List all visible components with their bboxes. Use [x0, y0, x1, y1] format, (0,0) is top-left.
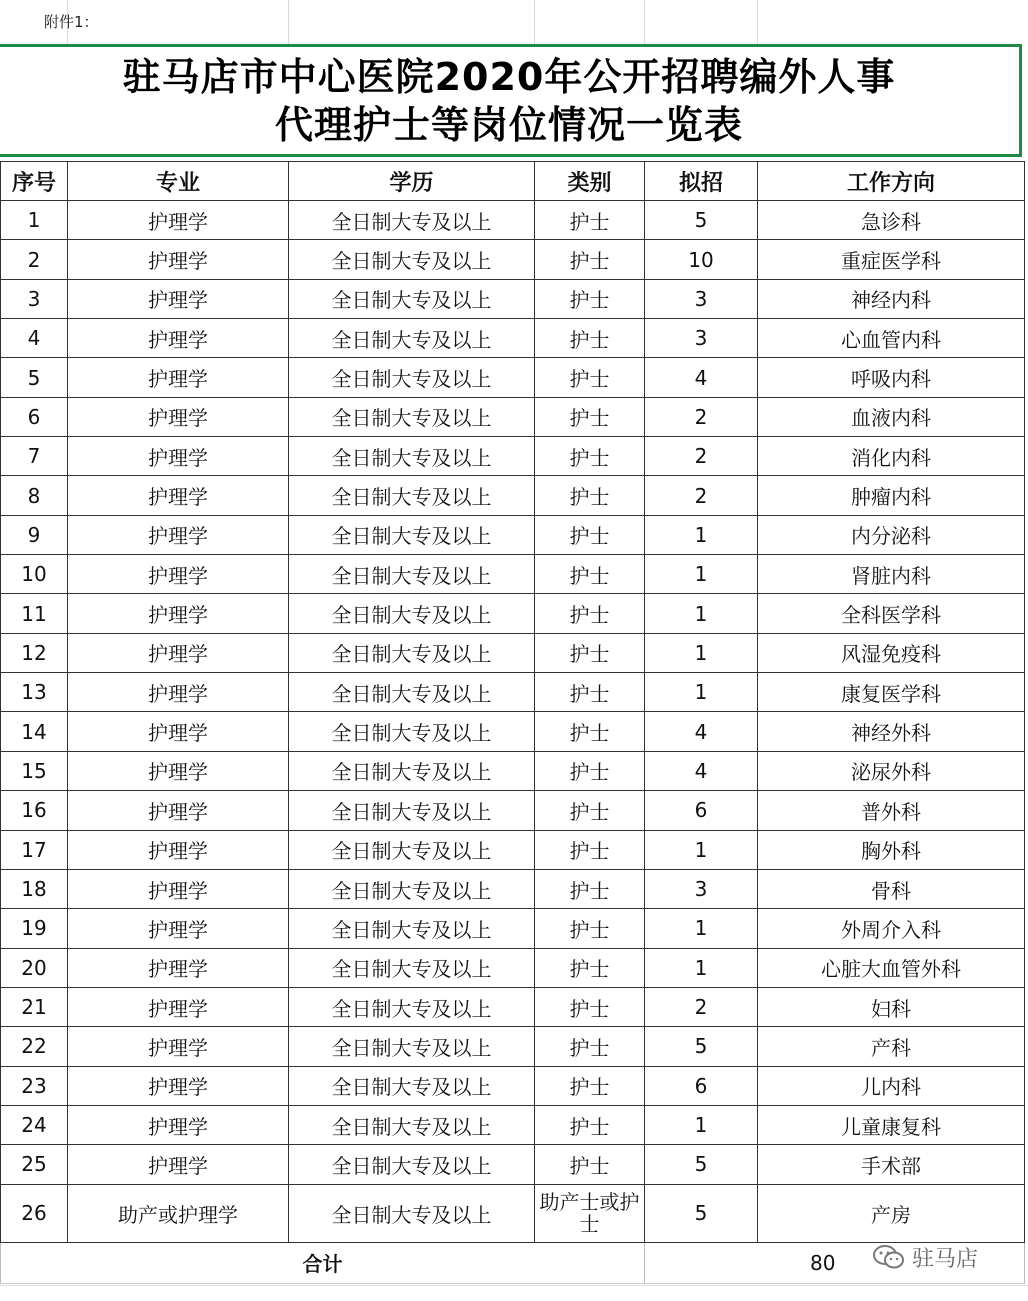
table-row [1, 319, 1025, 358]
row-major: 护理学 [68, 240, 289, 279]
row-quota: 4 [645, 712, 758, 751]
row-quota: 5 [645, 1184, 758, 1242]
row-index: 11 [1, 594, 68, 633]
row-quota: 5 [645, 1145, 758, 1184]
row-index: 26 [1, 1184, 68, 1242]
header-major: 专业 [68, 162, 289, 201]
row-category: 护士 [535, 751, 645, 790]
row-index: 24 [1, 1105, 68, 1144]
table-row [1, 633, 1025, 672]
row-index: 17 [1, 830, 68, 869]
table-row [1, 1066, 1025, 1105]
row-category: 护士 [535, 791, 645, 830]
row-education: 全日制大专及以上 [289, 830, 535, 869]
row-education: 全日制大专及以上 [289, 673, 535, 712]
row-department: 儿内科 [758, 1066, 1025, 1105]
row-education: 全日制大专及以上 [289, 1184, 535, 1242]
row-category: 护士 [535, 476, 645, 515]
row-major: 护理学 [68, 437, 289, 476]
row-index: 8 [1, 476, 68, 515]
row-category: 护士 [535, 555, 645, 594]
row-department: 产科 [758, 1027, 1025, 1066]
row-major: 护理学 [68, 987, 289, 1026]
watermark [872, 1240, 978, 1274]
row-education: 全日制大专及以上 [289, 319, 535, 358]
row-category: 护士 [535, 515, 645, 554]
row-quota: 3 [645, 319, 758, 358]
row-category: 护士 [535, 633, 645, 672]
row-quota: 1 [645, 515, 758, 554]
row-quota: 4 [645, 751, 758, 790]
row-category: 护士 [535, 869, 645, 908]
row-major: 护理学 [68, 673, 289, 712]
row-major: 护理学 [68, 1105, 289, 1144]
title-line-1: 驻马店市中心医院2020年公开招聘编外人事 [122, 54, 896, 99]
row-category: 护士 [535, 987, 645, 1026]
row-education: 全日制大专及以上 [289, 1027, 535, 1066]
attachment-label: 附件1： [44, 13, 99, 31]
table-row [1, 437, 1025, 476]
title-box [0, 44, 1022, 157]
row-index: 19 [1, 909, 68, 948]
header-education: 学历 [289, 162, 535, 201]
row-education: 全日制大专及以上 [289, 987, 535, 1026]
row-major: 护理学 [68, 791, 289, 830]
total-label: 合计 [1, 1242, 645, 1283]
table-row [1, 279, 1025, 318]
row-education: 全日制大专及以上 [289, 869, 535, 908]
row-education: 全日制大专及以上 [289, 358, 535, 397]
row-department: 手术部 [758, 1145, 1025, 1184]
row-education: 全日制大专及以上 [289, 1066, 535, 1105]
total-row [1, 1242, 1025, 1283]
row-index: 6 [1, 397, 68, 436]
row-education: 全日制大专及以上 [289, 751, 535, 790]
table-row [1, 673, 1025, 712]
header-department: 工作方向 [758, 162, 1025, 201]
row-education: 全日制大专及以上 [289, 279, 535, 318]
row-education: 全日制大专及以上 [289, 594, 535, 633]
row-category: 护士 [535, 1066, 645, 1105]
table-row [1, 1184, 1025, 1242]
row-category: 护士 [535, 673, 645, 712]
header-index: 序号 [1, 162, 68, 201]
row-education: 全日制大专及以上 [289, 201, 535, 240]
table-row [1, 594, 1025, 633]
row-department: 重症医学科 [758, 240, 1025, 279]
recruitment-table [0, 161, 1025, 1284]
table-row [1, 830, 1025, 869]
row-quota: 6 [645, 1066, 758, 1105]
header-row [1, 162, 1025, 201]
table-row [1, 515, 1025, 554]
row-major: 护理学 [68, 279, 289, 318]
table-row [1, 869, 1025, 908]
header-category: 类别 [535, 162, 645, 201]
row-category: 护士 [535, 1145, 645, 1184]
sheet-gridline [0, 1285, 1028, 1286]
row-department: 儿童康复科 [758, 1105, 1025, 1144]
row-quota: 1 [645, 633, 758, 672]
row-major: 护理学 [68, 751, 289, 790]
table-row [1, 1027, 1025, 1066]
row-category: 护士 [535, 830, 645, 869]
row-education: 全日制大专及以上 [289, 712, 535, 751]
row-quota: 2 [645, 437, 758, 476]
row-index: 13 [1, 673, 68, 712]
row-department: 外周介入科 [758, 909, 1025, 948]
row-department: 妇科 [758, 987, 1025, 1026]
row-department: 呼吸内科 [758, 358, 1025, 397]
table-row [1, 397, 1025, 436]
row-index: 15 [1, 751, 68, 790]
row-quota: 5 [645, 201, 758, 240]
row-department: 神经外科 [758, 712, 1025, 751]
row-quota: 2 [645, 476, 758, 515]
row-department: 心血管内科 [758, 319, 1025, 358]
row-quota: 4 [645, 358, 758, 397]
row-department: 康复医学科 [758, 673, 1025, 712]
row-major: 护理学 [68, 1027, 289, 1066]
row-department: 心脏大血管外科 [758, 948, 1025, 987]
watermark-text: 驻马店 [912, 1246, 979, 1272]
row-quota: 10 [645, 240, 758, 279]
row-department: 急诊科 [758, 201, 1025, 240]
row-quota: 1 [645, 948, 758, 987]
row-major: 护理学 [68, 358, 289, 397]
row-category: 护士 [535, 397, 645, 436]
row-education: 全日制大专及以上 [289, 476, 535, 515]
row-major: 护理学 [68, 515, 289, 554]
row-education: 全日制大专及以上 [289, 240, 535, 279]
row-major: 护理学 [68, 869, 289, 908]
row-department: 消化内科 [758, 437, 1025, 476]
row-index: 21 [1, 987, 68, 1026]
row-department: 血液内科 [758, 397, 1025, 436]
row-education: 全日制大专及以上 [289, 633, 535, 672]
row-category: 护士 [535, 594, 645, 633]
table-row [1, 240, 1025, 279]
row-category: 护士 [535, 319, 645, 358]
table-row [1, 1145, 1025, 1184]
header-quota: 拟招 [645, 162, 758, 201]
row-category: 护士 [535, 909, 645, 948]
table-row [1, 909, 1025, 948]
row-category: 护士 [535, 358, 645, 397]
row-major: 护理学 [68, 555, 289, 594]
title-line-2: 代理护士等岗位情况一览表 [274, 102, 743, 147]
row-major: 护理学 [68, 633, 289, 672]
row-index: 4 [1, 319, 68, 358]
row-major: 护理学 [68, 1066, 289, 1105]
sheet-gridline [644, 0, 645, 44]
row-major: 助产或护理学 [68, 1184, 289, 1242]
table-row [1, 358, 1025, 397]
row-major: 护理学 [68, 319, 289, 358]
table-row [1, 987, 1025, 1026]
row-department: 产房 [758, 1184, 1025, 1242]
table-row [1, 751, 1025, 790]
row-quota: 1 [645, 830, 758, 869]
row-department: 神经内科 [758, 279, 1025, 318]
row-education: 全日制大专及以上 [289, 397, 535, 436]
row-department: 肾脏内科 [758, 555, 1025, 594]
row-education: 全日制大专及以上 [289, 555, 535, 594]
row-education: 全日制大专及以上 [289, 1105, 535, 1144]
row-index: 2 [1, 240, 68, 279]
row-index: 20 [1, 948, 68, 987]
row-department: 泌尿外科 [758, 751, 1025, 790]
row-index: 25 [1, 1145, 68, 1184]
row-department: 骨科 [758, 869, 1025, 908]
table-row [1, 201, 1025, 240]
row-quota: 2 [645, 987, 758, 1026]
row-category: 护士 [535, 437, 645, 476]
table-row [1, 791, 1025, 830]
row-quota: 2 [645, 397, 758, 436]
row-quota: 1 [645, 673, 758, 712]
sheet-gridline [534, 0, 535, 44]
row-index: 22 [1, 1027, 68, 1066]
row-index: 5 [1, 358, 68, 397]
table-row [1, 1105, 1025, 1144]
row-department: 风湿免疫科 [758, 633, 1025, 672]
row-major: 护理学 [68, 594, 289, 633]
row-education: 全日制大专及以上 [289, 909, 535, 948]
row-index: 23 [1, 1066, 68, 1105]
row-index: 3 [1, 279, 68, 318]
row-category: 护士 [535, 201, 645, 240]
row-quota: 1 [645, 1105, 758, 1144]
row-education: 全日制大专及以上 [289, 437, 535, 476]
sheet-gridline [288, 0, 289, 44]
row-major: 护理学 [68, 909, 289, 948]
row-index: 9 [1, 515, 68, 554]
row-department: 普外科 [758, 791, 1025, 830]
row-quota: 1 [645, 594, 758, 633]
row-quota: 3 [645, 279, 758, 318]
table-row [1, 476, 1025, 515]
total-value-text: 80 [810, 1250, 836, 1275]
table-row [1, 712, 1025, 751]
row-department: 胸外科 [758, 830, 1025, 869]
row-index: 1 [1, 201, 68, 240]
row-index: 12 [1, 633, 68, 672]
row-index: 18 [1, 869, 68, 908]
row-education: 全日制大专及以上 [289, 1145, 535, 1184]
row-department: 全科医学科 [758, 594, 1025, 633]
row-category: 护士 [535, 240, 645, 279]
row-category: 护士 [535, 279, 645, 318]
row-index: 16 [1, 791, 68, 830]
row-category: 护士 [535, 1027, 645, 1066]
row-category: 护士 [535, 1105, 645, 1144]
row-major: 护理学 [68, 712, 289, 751]
row-quota: 1 [645, 555, 758, 594]
row-index: 14 [1, 712, 68, 751]
row-quota: 5 [645, 1027, 758, 1066]
row-major: 护理学 [68, 201, 289, 240]
row-quota: 1 [645, 909, 758, 948]
row-major: 护理学 [68, 1145, 289, 1184]
row-major: 护理学 [68, 476, 289, 515]
table-row [1, 555, 1025, 594]
row-index: 10 [1, 555, 68, 594]
table-row [1, 948, 1025, 987]
row-education: 全日制大专及以上 [289, 515, 535, 554]
sheet-gridline [757, 0, 758, 44]
row-category: 助产士或护士 [535, 1184, 645, 1242]
row-education: 全日制大专及以上 [289, 791, 535, 830]
row-quota: 3 [645, 869, 758, 908]
wechat-icon [872, 1244, 906, 1270]
row-category: 护士 [535, 712, 645, 751]
row-major: 护理学 [68, 830, 289, 869]
row-major: 护理学 [68, 948, 289, 987]
row-department: 肿瘤内科 [758, 476, 1025, 515]
row-department: 内分泌科 [758, 515, 1025, 554]
row-education: 全日制大专及以上 [289, 948, 535, 987]
row-major: 护理学 [68, 397, 289, 436]
row-category: 护士 [535, 948, 645, 987]
row-quota: 6 [645, 791, 758, 830]
row-index: 7 [1, 437, 68, 476]
